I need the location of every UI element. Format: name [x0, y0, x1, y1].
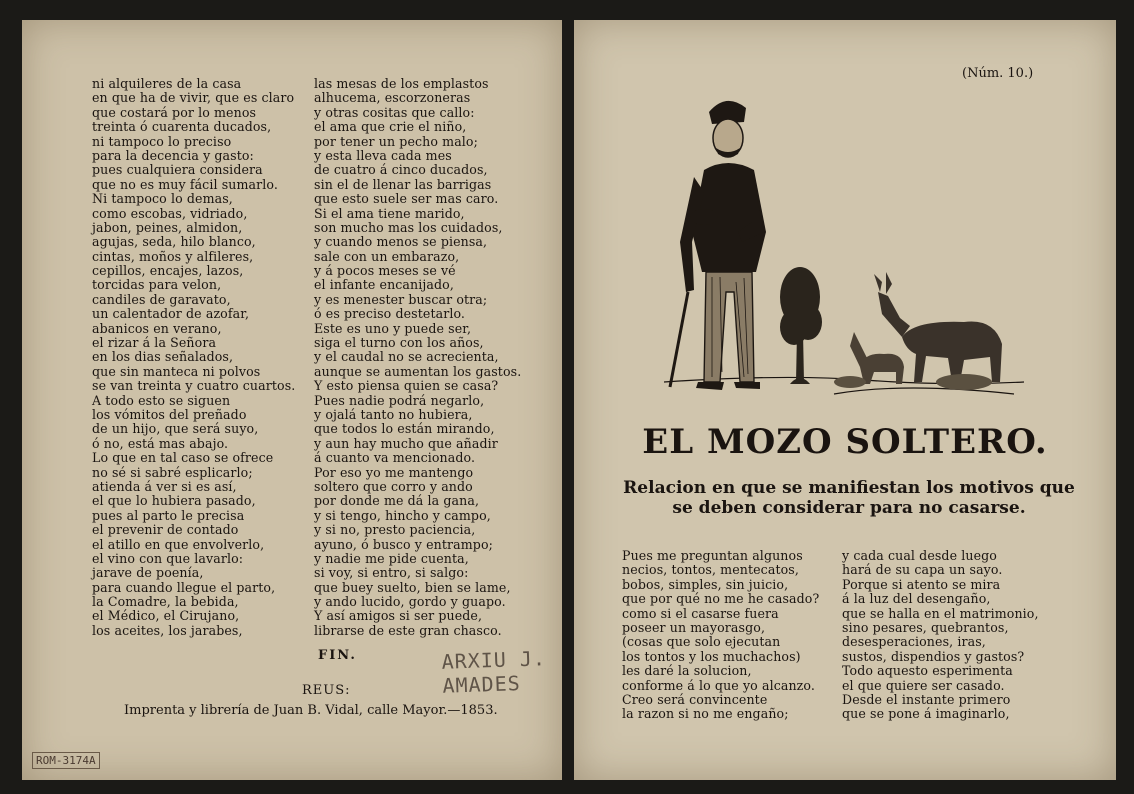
verse-line: ayuno, ó busco y entrampo;: [314, 536, 493, 552]
man-figure: [670, 101, 766, 390]
verse-line: para cuando llegue el parto,: [92, 579, 276, 595]
verse-line: á cuanto va mencionado.: [314, 450, 476, 466]
verse-line: agujas, seda, hilo blanco,: [92, 234, 256, 250]
verse-line: son mucho mas los cuidados,: [314, 219, 503, 235]
verse-line: que esto suele ser mas caro.: [314, 191, 499, 207]
verse-line: Lo que en tal caso se ofrece: [92, 450, 274, 466]
donkey-figure: [834, 272, 1002, 390]
verse-line: ó no, está mas abajo.: [92, 435, 229, 451]
verse-line: pues cualquiera considera: [92, 162, 263, 178]
verse-line: Ni tampoco lo demas,: [92, 191, 233, 207]
verse-line: en que ha de vivir, que es claro: [92, 90, 295, 106]
verse-line: y nadie me pide cuenta,: [314, 550, 469, 566]
verse-line: el que lo hubiera pasado,: [92, 493, 256, 509]
fin-label: FIN.: [318, 648, 357, 663]
verse-line: en los dias señalados,: [92, 349, 234, 365]
verse-line: los aceites, los jarabes,: [92, 622, 243, 638]
verse-line: como escobas, vidriado,: [92, 205, 248, 221]
verse-line: atienda á ver si es así,: [92, 478, 237, 494]
verse-line: aunque se aumentan los gastos.: [314, 363, 522, 379]
verse-line: necios, tontos, mentecatos,: [622, 562, 799, 578]
verse-line: sustos, dispendios y gastos?: [842, 648, 1025, 664]
subtitle-line-1: Relacion en que se manifiestan los motivos que: [623, 478, 1075, 498]
verse-line: la Comadre, la bebida,: [92, 594, 239, 610]
stamp-line-2: AMADES: [442, 671, 522, 698]
verse-line: pues al parto le precisa: [92, 507, 245, 523]
left-page: [22, 20, 562, 780]
verse-line: sale con un embarazo,: [314, 248, 460, 264]
verse-line: y ojalá tanto no hubiera,: [314, 406, 473, 422]
verse-line: el ama que crie el niño,: [314, 119, 467, 135]
verse-line: torcidas para velon,: [92, 277, 222, 293]
verse-line: hará de su capa un sayo.: [842, 562, 1003, 578]
verse-line: les daré la solucion,: [622, 663, 752, 679]
verse-line: si voy, si entro, si salgo:: [314, 565, 469, 581]
verse-line: ni tampoco lo preciso: [92, 133, 232, 149]
verse-line: un calentador de azofar,: [92, 306, 250, 322]
verse-line: el prevenir de contado: [92, 522, 239, 538]
verse-line: conforme á lo que yo alcanzo.: [622, 677, 815, 693]
archive-stamp: [441, 646, 547, 698]
verse-line: Pues me preguntan algunos: [622, 548, 803, 563]
right-column-2: [842, 549, 1039, 722]
verse-line: poseer un mayorasgo,: [622, 619, 766, 635]
right-page: [574, 20, 1116, 780]
verse-line: cepillos, encajes, lazos,: [92, 263, 244, 279]
verse-line: jarave de poenía,: [92, 565, 204, 581]
verse-line: Todo aquesto esperimenta: [842, 663, 1013, 679]
verse-line: siga el turno con los años,: [314, 335, 484, 351]
verse-line: para la decencia y gasto:: [92, 147, 254, 163]
issue-number: (Núm. 10.): [962, 66, 1034, 81]
verse-line: los vómitos del preñado: [92, 406, 247, 422]
verse-line: desesperaciones, iras,: [842, 634, 986, 650]
verse-line: á la luz del desengaño,: [842, 591, 991, 607]
verse-line: A todo esto se siguen: [92, 392, 231, 408]
verse-line: ó es preciso destetarlo.: [314, 306, 466, 322]
verse-line: el rizar á la Señora: [92, 335, 217, 351]
verse-line: jabon, peines, almidon,: [92, 219, 243, 235]
verse-line: que sin manteca ni polvos: [92, 363, 261, 379]
stamp-line-1: ARXIU J.: [441, 646, 547, 674]
verse-line: el vino con que lavarlo:: [92, 550, 244, 566]
left-column-2: [314, 77, 521, 638]
verse-line: los tontos y los muchachos): [622, 648, 801, 664]
verse-line: Si el ama tiene marido,: [314, 205, 465, 221]
verse-line: que buey suelto, bien se lame,: [314, 579, 511, 595]
verse-line: y esta lleva cada mes: [314, 147, 452, 163]
verse-line: Por eso yo me mantengo: [314, 464, 474, 480]
place-label: REUS:: [302, 683, 351, 698]
verse-line: treinta ó cuarenta ducados,: [92, 119, 272, 135]
verse-line: por tener un pecho malo;: [314, 133, 478, 149]
verse-line: Desde el instante primero: [842, 691, 1011, 707]
verse-line: no sé si sabré esplicarlo;: [92, 464, 253, 480]
verse-line: el infante encanijado,: [314, 277, 454, 293]
verse-line: el atillo en que envolverlo,: [92, 536, 265, 552]
imprint-line: Imprenta y librería de Juan B. Vidal, calle Mayor.—1853.: [124, 703, 498, 718]
verse-line: y cada cual desde luego: [842, 548, 997, 563]
verse-line: cintas, moños y alfileres,: [92, 248, 254, 264]
verse-line: y el caudal no se acrecienta,: [314, 349, 499, 365]
verse-line: sin el de llenar las barrigas: [314, 176, 492, 192]
verse-line: Creo será convincente: [622, 691, 768, 707]
verse-line: el Médico, el Cirujano,: [92, 608, 240, 624]
verse-line: y otras cositas que callo:: [314, 104, 475, 120]
verse-line: librarse de este gran chasco.: [314, 622, 502, 638]
verse-line: que todos lo están mirando,: [314, 421, 495, 437]
verse-line: que por qué no me he casado?: [622, 591, 820, 607]
verse-line: que se halla en el matrimonio,: [842, 605, 1039, 621]
verse-line: que costará por lo menos: [92, 104, 257, 120]
subtitle-line-2: se deben considerar para no casarse.: [672, 498, 1026, 518]
verse-line: de cuatro á cinco ducados,: [314, 162, 488, 178]
catalog-label: ROM-3174A: [32, 752, 100, 769]
verse-line: (cosas que solo ejecutan: [622, 634, 781, 650]
verse-line: abanicos en verano,: [92, 320, 222, 336]
verse-line: y es menester buscar otra;: [314, 291, 488, 307]
verse-line: la razon si no me engaño;: [622, 706, 789, 722]
verse-line: Este es uno y puede ser,: [314, 320, 472, 336]
page-title: EL MOZO SOLTERO.: [642, 422, 1048, 462]
verse-line: de un hijo, que será suyo,: [92, 421, 259, 437]
verse-line: que se pone á imaginarlo,: [842, 706, 1010, 722]
page-subtitle: [614, 478, 1084, 518]
verse-line: Pues nadie podrá negarlo,: [314, 392, 485, 408]
verse-line: ni alquileres de la casa: [92, 76, 242, 91]
verse-line: las mesas de los emplastos: [314, 76, 489, 91]
verse-line: y á pocos meses se vé: [314, 263, 456, 279]
verse-line: soltero que corro y ando: [314, 478, 473, 494]
verse-line: sino pesares, quebrantos,: [842, 619, 1009, 635]
right-column-1: [622, 549, 819, 722]
verse-line: Y así amigos si ser puede,: [314, 608, 483, 624]
verse-line: y aun hay mucho que añadir: [314, 435, 498, 451]
tree: [780, 267, 822, 384]
left-column-1: [92, 77, 295, 638]
verse-line: Porque si atento se mira: [842, 576, 1001, 592]
verse-line: el que quiere ser casado.: [842, 677, 1005, 693]
verse-line: que no es muy fácil sumarlo.: [92, 176, 278, 192]
verse-line: y ando lucido, gordo y guapo.: [314, 594, 506, 610]
woodcut-illustration: [664, 82, 1024, 412]
verse-line: como si el casarse fuera: [622, 605, 779, 621]
verse-line: bobos, simples, sin juicio,: [622, 576, 789, 592]
verse-line: Y esto piensa quien se casa?: [314, 378, 499, 394]
verse-line: candiles de garavato,: [92, 291, 231, 307]
verse-line: por donde me dá la gana,: [314, 493, 480, 509]
verse-line: y si no, presto paciencia,: [314, 522, 476, 538]
verse-line: y cuando menos se piensa,: [314, 234, 488, 250]
verse-line: se van treinta y cuatro cuartos.: [92, 378, 296, 394]
verse-line: alhucema, escorzoneras: [314, 90, 471, 106]
verse-line: y si tengo, hincho y campo,: [314, 507, 491, 523]
